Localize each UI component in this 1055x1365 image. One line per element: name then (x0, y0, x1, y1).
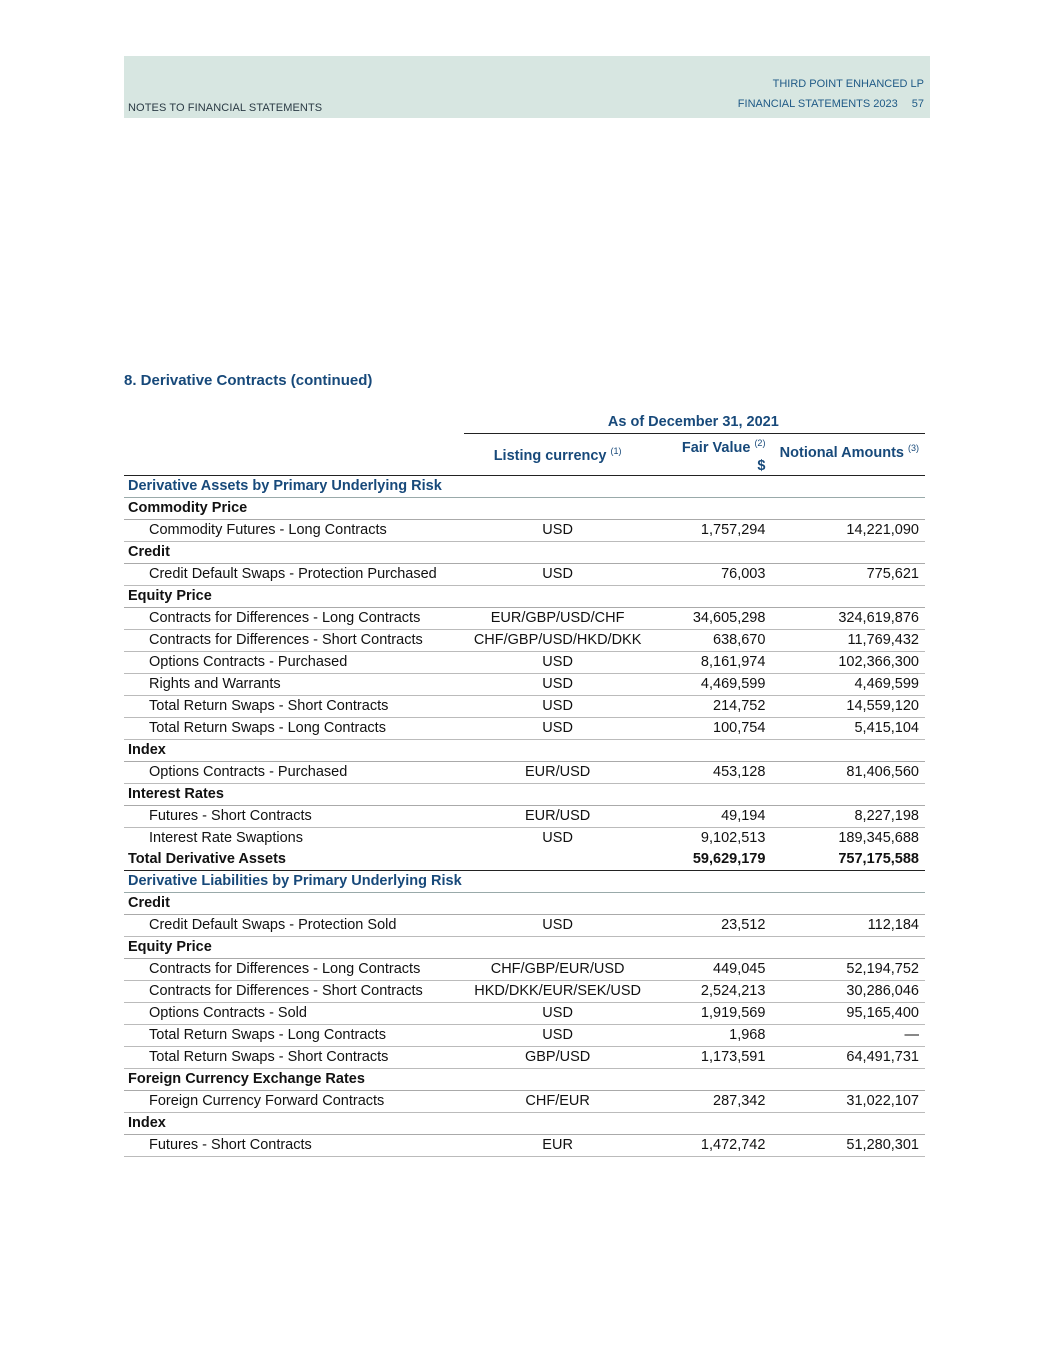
row-label: Credit Default Swaps - Protection Purchased (124, 564, 464, 586)
row-fair-value: 100,754 (654, 718, 772, 740)
group-heading: Foreign Currency Exchange Rates (124, 1069, 925, 1091)
row-label: Contracts for Differences - Short Contracts (124, 630, 464, 652)
table-row (124, 1135, 925, 1157)
row-fair-value: 23,512 (654, 915, 772, 937)
group-heading: Credit (124, 542, 925, 564)
footnote-2: (2) (754, 438, 766, 448)
row-fair-value: 1,472,742 (654, 1135, 772, 1157)
row-currency: USD (464, 520, 654, 542)
row-currency: EUR/USD (464, 762, 654, 784)
row-fair-value: 8,161,974 (654, 652, 772, 674)
row-fair-value: 1,919,569 (654, 1003, 772, 1025)
row-notional: 81,406,560 (771, 762, 925, 784)
group-heading: Interest Rates (124, 784, 925, 806)
header-doc-info (738, 74, 924, 114)
group-heading: Index (124, 1113, 925, 1135)
page-number: 57 (911, 98, 924, 110)
row-label: Options Contracts - Purchased (124, 762, 464, 784)
table-row (124, 981, 925, 1003)
row-notional: 14,221,090 (771, 520, 925, 542)
row-fair-value: 214,752 (654, 696, 772, 718)
row-notional: 102,366,300 (771, 652, 925, 674)
group-heading: Equity Price (124, 586, 925, 608)
row-currency: USD (464, 652, 654, 674)
liabilities-section-heading: Derivative Liabilities by Primary Underlying Risk (124, 871, 925, 893)
row-notional: 324,619,876 (771, 608, 925, 630)
table-row (124, 1091, 925, 1113)
table-row (124, 520, 925, 542)
table-row (124, 762, 925, 784)
table-row (124, 696, 925, 718)
row-fair-value: 287,342 (654, 1091, 772, 1113)
table-row (124, 828, 925, 850)
footnote-3: (3) (908, 443, 919, 453)
row-fair-value: 1,757,294 (654, 520, 772, 542)
row-fair-value: 34,605,298 (654, 608, 772, 630)
row-fair-value: 49,194 (654, 806, 772, 828)
table-row (124, 1025, 925, 1047)
as-of-date-header: As of December 31, 2021 (464, 412, 925, 434)
row-notional: 52,194,752 (771, 959, 925, 981)
group-heading: Index (124, 740, 925, 762)
row-fair-value: 76,003 (654, 564, 772, 586)
row-notional: 31,022,107 (771, 1091, 925, 1113)
header-doc-title-line (738, 94, 924, 114)
row-label: Credit Default Swaps - Protection Sold (124, 915, 464, 937)
row-notional: 4,469,599 (771, 674, 925, 696)
row-notional: 64,491,731 (771, 1047, 925, 1069)
row-fair-value: 453,128 (654, 762, 772, 784)
row-fair-value: 4,469,599 (654, 674, 772, 696)
row-label: Total Return Swaps - Short Contracts (124, 1047, 464, 1069)
table-row (124, 1047, 925, 1069)
table-row (124, 959, 925, 981)
row-label: Total Return Swaps - Short Contracts (124, 696, 464, 718)
table-row (124, 608, 925, 630)
total-notional: 757,175,588 (771, 849, 925, 871)
row-notional: 11,769,432 (771, 630, 925, 652)
row-label: Commodity Futures - Long Contracts (124, 520, 464, 542)
row-notional: 775,621 (771, 564, 925, 586)
row-fair-value: 449,045 (654, 959, 772, 981)
row-label: Total Return Swaps - Long Contracts (124, 718, 464, 740)
row-notional: 14,559,120 (771, 696, 925, 718)
row-notional: 30,286,046 (771, 981, 925, 1003)
derivatives-table (124, 412, 925, 1157)
fair-value-header: Fair Value $^{(2)}$ $ (654, 434, 772, 476)
row-currency: USD (464, 674, 654, 696)
row-currency: GBP/USD (464, 1047, 654, 1069)
row-label: Rights and Warrants (124, 674, 464, 696)
row-fair-value: 1,968 (654, 1025, 772, 1047)
fair-value-unit: $ (757, 458, 766, 474)
row-notional: 8,227,198 (771, 806, 925, 828)
row-currency: CHF/GBP/USD/HKD/DKK (464, 630, 654, 652)
table-row (124, 674, 925, 696)
row-label: Contracts for Differences - Long Contracts (124, 608, 464, 630)
table-period-row (124, 412, 925, 434)
row-currency: CHF/GBP/EUR/USD (464, 959, 654, 981)
row-label: Options Contracts - Purchased (124, 652, 464, 674)
row-notional: — (771, 1025, 925, 1047)
row-fair-value: 9,102,513 (700, 830, 766, 846)
assets-section-heading: Derivative Assets by Primary Underlying Risk (124, 476, 925, 498)
row-label: Foreign Currency Forward Contracts (124, 1091, 464, 1113)
row-currency: USD (464, 564, 654, 586)
row-currency: EUR/USD (464, 806, 654, 828)
header-entity-name: THIRD POINT ENHANCED LP (772, 78, 924, 90)
row-notional: 112,184 (771, 915, 925, 937)
header-doc-title: FINANCIAL STATEMENTS 2023 (737, 98, 898, 110)
row-currency: USD (464, 696, 654, 718)
total-fair-value: 59,629,179 (654, 849, 772, 871)
row-label: Options Contracts - Sold (124, 1003, 464, 1025)
group-heading: Equity Price (124, 937, 925, 959)
footnote-1: (1) (610, 446, 622, 456)
column-header-row (124, 434, 925, 476)
row-label: Total Return Swaps - Long Contracts (124, 1025, 464, 1047)
row-currency: USD (464, 915, 654, 937)
row-currency: CHF/EUR (464, 1091, 654, 1113)
table-row (124, 652, 925, 674)
row-fair-value: 638,670 (654, 630, 772, 652)
row-notional: 51,280,301 (771, 1135, 925, 1157)
group-heading: Commodity Price (124, 498, 925, 520)
row-label: Contracts for Differences - Short Contracts (124, 981, 464, 1003)
row-label: Interest Rate Swaptions (149, 830, 303, 846)
table-row (124, 630, 925, 652)
row-currency: HKD/DKK/EUR/SEK/USD (464, 981, 654, 1003)
row-currency: USD (464, 1003, 654, 1025)
row-label: Contracts for Differences - Long Contracts (124, 959, 464, 981)
row-fair-value: 2,524,213 (654, 981, 772, 1003)
page-header (124, 56, 930, 118)
row-notional: 95,165,400 (771, 1003, 925, 1025)
listing-currency-header: Listing currency $^{(1)}$ (464, 434, 654, 476)
row-currency: EUR (464, 1135, 654, 1157)
table-row (124, 806, 925, 828)
row-notional: 5,415,104 (771, 718, 925, 740)
notional-amounts-header: Notional Amounts $^{(3)}$ (771, 434, 925, 476)
row-notional: 189,345,688 (838, 830, 919, 846)
table-row (124, 915, 925, 937)
header-section-label: NOTES TO FINANCIAL STATEMENTS (128, 102, 323, 114)
row-currency: EUR/GBP/USD/CHF (464, 608, 654, 630)
table-row (124, 1003, 925, 1025)
row-label: Futures - Short Contracts (124, 806, 464, 828)
table-row (124, 718, 925, 740)
row-currency: USD (464, 718, 654, 740)
row-currency: USD (542, 830, 573, 846)
total-assets-row (124, 849, 925, 871)
total-label: Total Derivative Assets (124, 849, 464, 871)
table-row (124, 564, 925, 586)
row-currency: USD (464, 1025, 654, 1047)
group-heading: Credit (124, 893, 925, 915)
row-fair-value: 1,173,591 (654, 1047, 772, 1069)
row-label: Futures - Short Contracts (124, 1135, 464, 1157)
section-title: 8. Derivative Contracts (continued) (124, 372, 373, 389)
